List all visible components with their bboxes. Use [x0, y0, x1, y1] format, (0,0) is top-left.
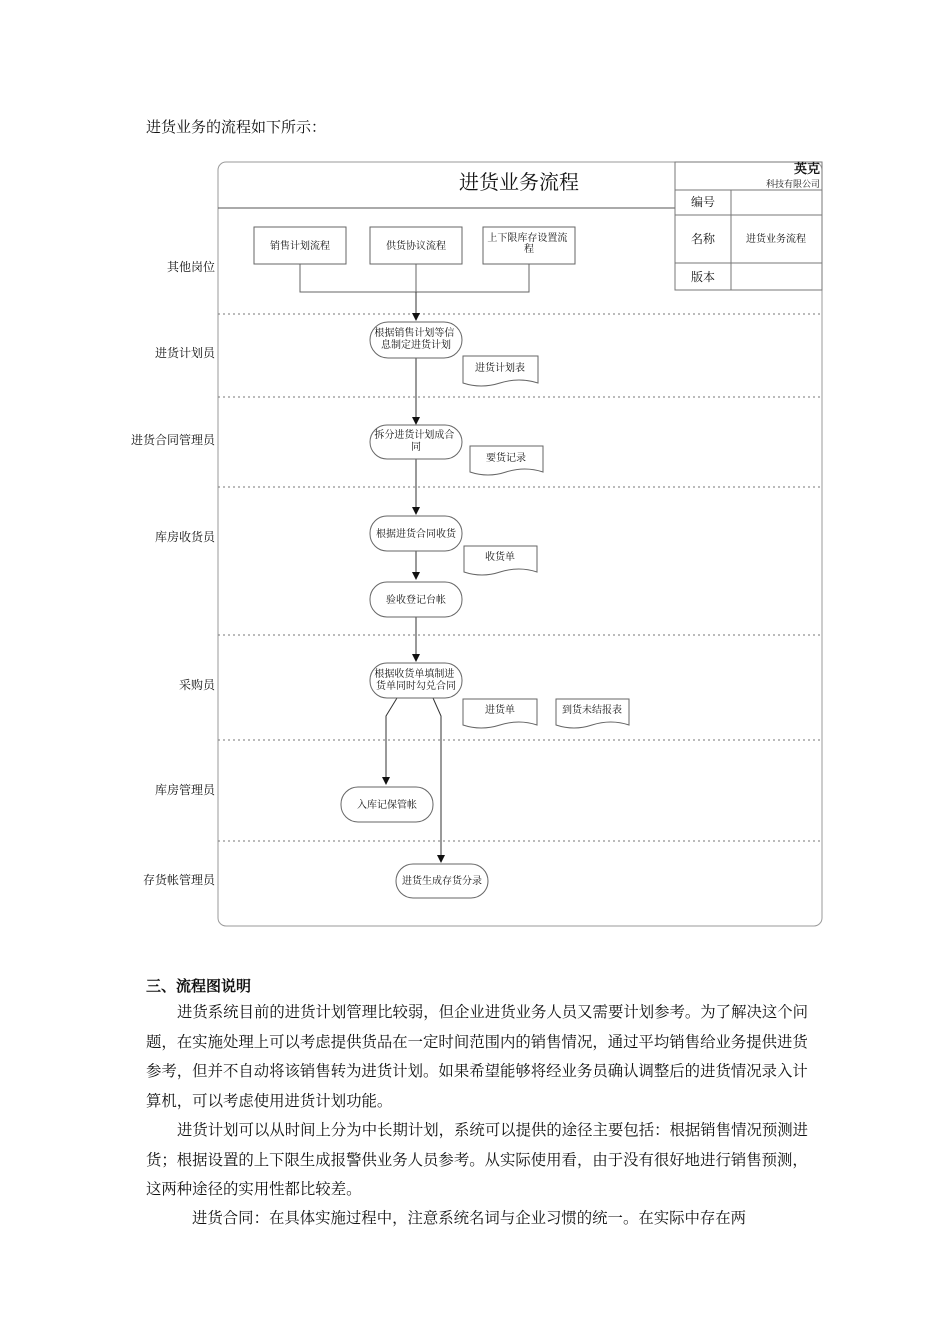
lane-label-inventory-account: 存货帐管理员 — [142, 873, 215, 887]
doc-label-purchase-order: 进货单 — [485, 705, 515, 716]
input-label-sales-plan: 销售计划流程 — [270, 241, 330, 252]
intro-text: 进货业务的流程如下所示： — [146, 118, 327, 136]
step-label-check-register: 验收登记台帐 — [386, 595, 446, 606]
section-title: 三、流程图说明 — [146, 977, 252, 995]
doc-label-requisition: 要货记录 — [486, 453, 526, 464]
lane-label-buyer: 采购员 — [178, 678, 215, 692]
lane-label-contract: 进货合同管理员 — [130, 433, 215, 447]
input-label-stock-limit-line1: 上下限库存设置流 — [487, 233, 568, 244]
step-label-make-plan-line2: 息制定进货计划 — [381, 340, 451, 351]
paragraph-1: 进货系统目前的进货计划管理比较弱，但企业进货业务人员又需要计划参考。为了解决这个问题，在实施处理上可以考虑提供货品在一定时间范围内的销售情况，通过平均销售给业务提供进货参考，但并不自动将该销售转为进货计划。如果希望能够将经业务员确认调整后的进货情况录入计算机，可以考虑使用进货计划功能。 — [146, 1003, 809, 1110]
step-label-fill-receipt-line1: 根据收货单填制进 — [374, 669, 455, 680]
step-label-fill-receipt-line2: 货单同时勾兑合同 — [376, 681, 456, 692]
input-label-stock-limit-line2: 程 — [524, 244, 534, 255]
info-value-name: 进货业务流程 — [746, 234, 806, 245]
paragraph-2: 进货计划可以从时间上分为中长期计划，系统可以提供的途径主要包括：根据销售情况预测进货；根据设置的上下限生成报警供业务人员参考。从实际使用看，由于没有很好地进行销售预测，这两种途径的实用性都比较差。 — [146, 1121, 809, 1198]
diagram-title: 进货业务流程 — [459, 170, 579, 194]
info-label-version: 版本 — [690, 270, 716, 284]
step-label-fill-receipt — [374, 667, 457, 692]
step-label-inventory-entry: 进货生成存货分录 — [402, 876, 482, 887]
doc-label-purchase-plan: 进货计划表 — [475, 363, 525, 374]
input-label-supply-agreement: 供货协议流程 — [386, 241, 446, 252]
lane-label-planner: 进货计划员 — [154, 346, 215, 360]
company-logo: 英克 — [793, 162, 820, 177]
company-name: 科技有限公司 — [765, 180, 820, 190]
doc-label-pending-report: 到货未结报表 — [562, 705, 622, 716]
step-label-warehouse-entry: 入库记保管帐 — [357, 800, 417, 811]
step-label-split-contract-line2: 同 — [411, 442, 421, 453]
doc-label-receipt: 收货单 — [485, 552, 515, 563]
lane-label-other: 其他岗位 — [166, 260, 215, 274]
info-label-number: 编号 — [690, 195, 716, 209]
lane-label-receiving: 库房收货员 — [154, 530, 215, 544]
lane-label-warehouse: 库房管理员 — [154, 783, 215, 797]
paragraph-3: 进货合同：在具体实施过程中，注意系统名词与企业习惯的统一。在实际中存在两 — [192, 1209, 747, 1227]
info-label-name: 名称 — [690, 232, 716, 246]
step-label-receive-goods: 根据进货合同收货 — [376, 529, 456, 540]
step-label-make-plan — [374, 326, 457, 351]
step-label-make-plan-line1: 根据销售计划等信 — [374, 328, 455, 339]
step-label-split-contract-line1: 拆分进货计划成合 — [374, 430, 455, 441]
